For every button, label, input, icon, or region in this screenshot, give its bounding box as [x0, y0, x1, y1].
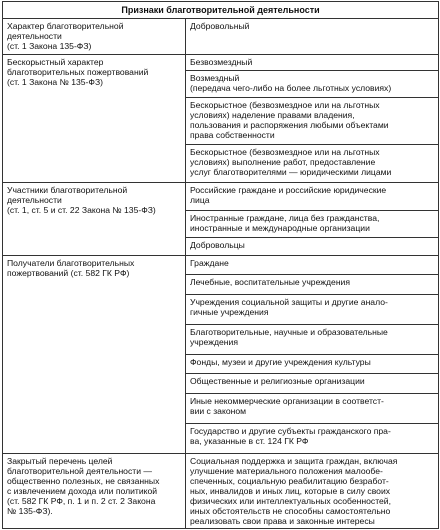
criterion-cell: Бескорыстный характер благотворительных пожертвований (ст. 1 Закона № 135-ФЗ) — [3, 55, 186, 183]
value-cell: Лечебные, воспитательные учреждения — [186, 275, 439, 295]
value-cell: Добровольцы — [186, 238, 439, 256]
value-cell: Социальная поддержка и защита граждан, включая улучшение материального положения малообе- спеченных, социальную реабилитацию безработ- ных, инвалидов и иных лиц, которые в силу своих физических или интеллектуальных особенностей, иных обстоятельств не способны самостоятельно реализовать свои права и законные интересы — [186, 454, 439, 529]
value-cell: Иностранные граждане, лица без гражданства, иностранные и международные организации — [186, 211, 439, 238]
criterion-cell: Закрытый перечень целей благотворительной деятельности — общественно полезных, не связанных с извлечением дохода или политикой (ст. 582 ГК РФ, п. 1 и п. 2 ст. 2 Закона № 135-ФЗ). — [3, 454, 186, 529]
value-cell: Бескорыстное (безвозмездное или на льготных условиях) наделение правами владения, пользования и распоряжения любыми объектами права собственности — [186, 98, 439, 145]
value-cell: Фонды, музеи и другие учреждения культуры — [186, 355, 439, 374]
value-cell: Учреждения социальной защиты и другие анало- гичные учреждения — [186, 295, 439, 325]
criterion-cell: Участники благотворительной деятельности (ст. 1, ст. 5 и ст. 22 Закона № 135-ФЗ) — [3, 183, 186, 256]
value-cell: Граждане — [186, 256, 439, 275]
table-title: Признаки благотворительной деятельности — [3, 2, 439, 19]
value-cell: Безвозмездный — [186, 55, 439, 71]
value-cell: Российские граждане и российские юридические лица — [186, 183, 439, 211]
criterion-cell: Характер благотворительной деятельности (ст. 1 Закона 135-ФЗ) — [3, 19, 186, 55]
value-cell: Иные некоммерческие организации в соответст- вии с законом — [186, 394, 439, 424]
characteristics-table — [2, 1, 439, 529]
value-cell: Добровольный — [186, 19, 439, 55]
value-cell: Возмездный (передача чего-либо на более льготных условиях) — [186, 71, 439, 98]
value-cell: Благотворительные, научные и образовательные учреждения — [186, 325, 439, 355]
value-cell: Государство и другие субъекты гражданского пра- ва, указанные в ст. 124 ГК РФ — [186, 424, 439, 454]
criterion-cell: Получатели благотворительных пожертвований (ст. 582 ГК РФ) — [3, 256, 186, 454]
value-cell: Общественные и религиозные организации — [186, 374, 439, 394]
value-cell: Бескорыстное (безвозмездное или на льготных условиях) выполнение работ, предоставление услуг благотворителями — юридическими лицами — [186, 145, 439, 183]
